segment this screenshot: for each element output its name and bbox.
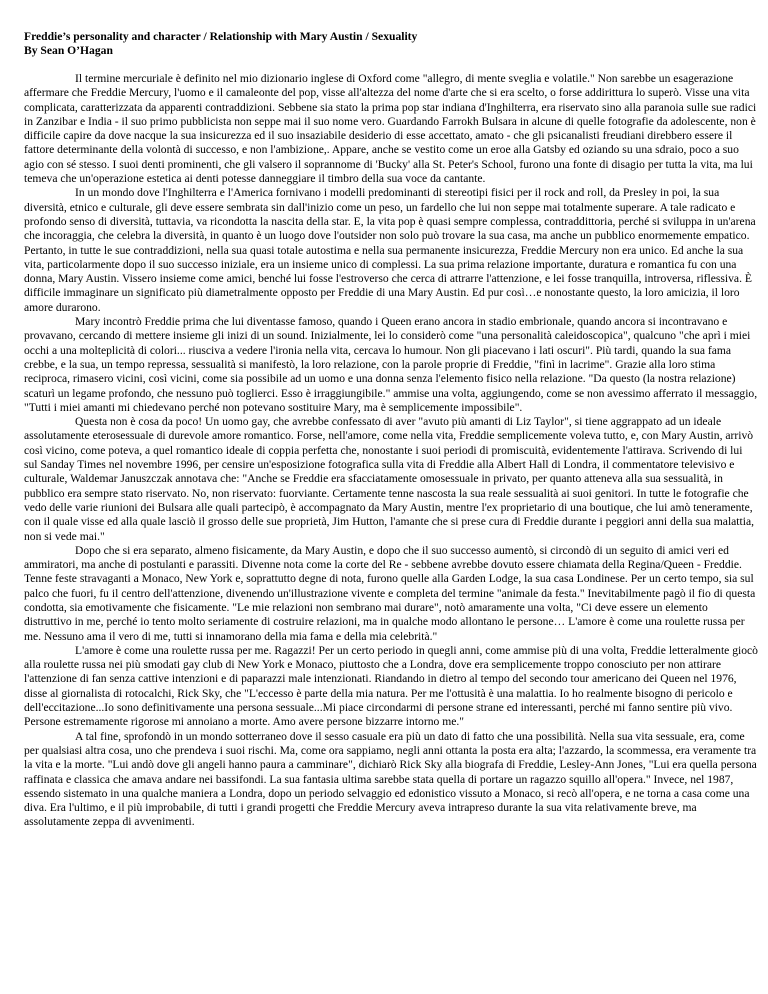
- document-body: [24, 72, 758, 830]
- paragraph: Il termine mercuriale è definito nel mio dizionario inglese di Oxford come "allegro, di mente sveglia e volatile." Non sarebbe un esagerazione affermare che Freddie Mercury, l'uomo e il camaleonte del pop, visse all'altezza del nome d'arte che si era scelto, o forse addirittura lo superò. Visse una vita complicata, caratterizzata da apparenti contraddizioni. Sebbene sia stato la prima pop star indiana d'Inghilterra, era riservato sino alla paranoia sulle sue radici in Zanzibar e India - il suo primo pubblicista non seppe mai il suo nome vero. Guardando Farrokh Bulsara in alcune di quelle fotografie da adolescente, non è difficile capire da dove nacque la sua insicurezza ed il suo insaziabile desiderio di esse accettato, amato - che gli psicanalisti freudiani direbbero essere il fattore determinante della volontà di successo, e non l'ambizione,. Appare, anche se vestito come un eroe alla Gatsby ed oziando su una sdraio, poco a suo agio con sé stesso. I suoi denti prominenti, che gli valsero il soprannome di 'Bucky' alla St. Peter's School, furono una fonte di disagio per tutta la vita, ma lui temeva che un'operazione estetica ai denti potesse danneggiare il timbro della sua voce da cantante.: [24, 72, 757, 186]
- document-title: Freddie’s personality and character / Relationship with Mary Austin / Sexuality: [24, 30, 418, 43]
- paragraph: L'amore è come una roulette russa per me. Ragazzi! Per un certo periodo in quegli anni, come ammise più di una volta, Freddie letteralmente giocò alla roulette russa nei più smodati gay club di New York e Monaco, piuttosto che a Londra, dove era semplicemente troppo conosciuto per non attirare l'attenzione di fan senza cattive intenzioni e di paparazzi male intenzionati. Riandando in dietro al tempo del secondo tour americano dei Queen nel 1976, disse al giornalista di rotocalchi, Rick Sky, che "L'eccesso è parte della mia natura. Per me l'ottusità è una malattia. Io ho realmente bisogno di pericolo e dell'eccitazione...Io sono definitivamente una persona sessuale...Mi piace circondarmi di persone strane ed interessanti, perché mi fanno sentire più vivo. Persone estremamente rigorose mi annoiano a morte. Amo avere persone bizzarre intorno me.": [24, 643, 758, 729]
- paragraph: A tal fine, sprofondò in un mondo sotterraneo dove il sesso casuale era più un dato di fatto che una possibilità. Nella sua vita sessuale, era, come per qualsiasi altra cosa, uno che prendeva i suoi rischi. Ma, come ora sappiamo, negli anni ottanta la posta era alta; l'azzardo, la scommessa, era veramente tra la vita e la morte. "Lui andò dove gli angeli hanno paura a camminare", dichiarò Rick Sky alla biografa di Freddie, Lesley-Ann Jones, "Lui era quella persona raffinata e classica che amava andare nei bassifondi. La sua fantasia ultima sarebbe stata quella di portare un ragazzo squillo all'opera." Invece, nel 1987, essendo sistemato in una qualche maniera a Londra, dopo un periodo selvaggio ed edonistico vissuto a Monaco, si recò all'opera, e ne torna a casa come una diva. Era l'ultimo, e il più improbabile, di tutti i grandi progetti che Freddie Mercury aveva intrapreso durante la sua vita relativamente breve, ma assolutamente zeppa di avvenimenti.: [24, 729, 757, 829]
- paragraph: In un mondo dove l'Inghilterra e l'America fornivano i modelli predominanti di stereotipi fisici per il rock and roll, da Presley in poi, la sua diversità, etnico e culturale, gli deve essere sembrata sin dall'inizio come un peso, un fardello che lui non seppe mai totalmente superare. A tale radicato e profondo senso di diversità, tuttavia, va ricondotta la nascita della star. E, la vita pop è quasi sempre complessa, contraddittoria, perché si sviluppa in un'arena che incoraggia, che celebra la diversità, in quanto è un luogo dove l'outsider non solo può trovare la sua casa, ma anche un pubblico enormemente empatico. Pertanto, in tutte le sue contraddizioni, nella sua quasi totale autostima e nella sua permanente insicurezza, Freddie Mercury non era unico. Ed anche la sua vita, particolarmente dopo il suo successo iniziale, era un insieme unico di complessi. La sua prima relazione importante, duratura e romantica fu con una donna, Mary Austin. Vissero insieme come amici, benché lui fosse l'estroverso che cerca di attrarre l'attenzione, e lei fosse tranquilla, introversa, riflessiva. È difficile immaginare un significato più diametralmente opposto per Freddie di una Mary Austin. Ed pur così…e nonostante questo, la loro amicizia, il loro amore durarono.: [24, 186, 756, 314]
- document-byline: By Sean O’Hagan: [24, 44, 113, 57]
- paragraph: Mary incontrò Freddie prima che lui diventasse famoso, quando i Queen erano ancora in stadio embrionale, quando ancora si incontravano e provavano, cercando di mettere insieme gli inizi di un sound. Inizialmente, lei lo considerò come "una personalità caleidoscopica", qualcuno "che aprì i miei occhi a una molteplicità di colori... riusciva a vedere l'ironia nella vita, cercava lo humour. Non gli piacevano i lati oscuri". Più tardi, quando la sua fama crebbe, e la sua, un tempo repressa, sessualità si manifestò, la loro relazione, con la parole proprie di Freddie, "finì in lacrime". Grazie alla loro stima reciproca, rimasero vicini, così vicini, come sia possibile ad un uomo e una donna senza l'elemento fisico nella relazione. "Da questo (la nostra relazione) scaturì un legame profondo, che nessuno può toglierci. Esso è irraggiungibile." ammise una volta, aggiungendo, come se non avessimo afferrato il messaggio, "Tutti i miei amanti mi chiedevano perché non potevano sostituire Mary, ma è semplicemente impossibile".: [24, 315, 758, 414]
- paragraph: Dopo che si era separato, almeno fisicamente, da Mary Austin, e dopo che il suo successo aumentò, si circondò di un seguito di amici veri ed ammiratori, ma anche di postulanti e parassiti. Divenne nota come la corte del Re - sebbene avrebbe dovuto essere chiamata della Regina/Queen - Freddie. Tenne feste stravaganti a Monaco, New York e, soprattutto degne di nota, furono quelle alla Garden Lodge, la sua casa Londinese. Per un certo tempo, sia sul palco che fuori, fu il centro dell'attenzione, divenendo un'illustrazione vivente e completa del termine "animale da festa." Inevitabilmente pagò il fio di questa condotta, sia emotivamente che fisicamente. "Le mie relazioni non sembrano mai durare", notò amaramente una volta, "Ci deve essere un elemento distruttivo in me, perché io tento molto seriamente di costruire relazioni, ma in qualche modo allontano le persone… L'amore è come una roulette russa per me. Nessuno ama il vero di me, tutti si innamorano della mia fama e della mia celebrità.": [24, 543, 756, 643]
- paragraph: Questa non è cosa da poco! Un uomo gay, che avrebbe confessato di aver "avuto più amanti di Liz Taylor", si tiene aggrappato ad un ideale assolutamente eterosessuale di durevole amore romantico. Forse, nell'amore, come nella vita, Freddie semplicemente voleva tutto, e, con Mary Austin, arrivò così vicino, come poteva, a quel romantico ideale di coppia perfetta che, nonostante i suoi periodi di promiscuità, evidentemente l'attirava. Scrivendo di lui sul Sanday Times nel novembre 1996, per censire un'esposizione fotografica sulla vita di Freddie alla Albert Hall di Londra, il commentatore televisivo e culturale, Waldemar Januszczak annotava che: "Anche se Freddie era sfacciatamente omosessuale in privato, per quanto atteneva alla sua sessualità, in pubblico era sempre stato riservato. No, non riservato: fuorviante. Certamente tenne nascosta la sua reale sessualità ai suoi genitori. In tutte le fotografie che vedo delle varie riunioni dei Bulsara alle quali partecipò, è accompagnato da Mary Austin, mentre l'ex proprietario di una boutique, che lui amò teneramente, con il quale visse ed alla quale lasciò il grosso delle sue proprietà, Jim Hutton, l'amante che si prese cura di Freddie durante i peggiori anni della sua malattia, non si vede mai.": [24, 415, 755, 543]
